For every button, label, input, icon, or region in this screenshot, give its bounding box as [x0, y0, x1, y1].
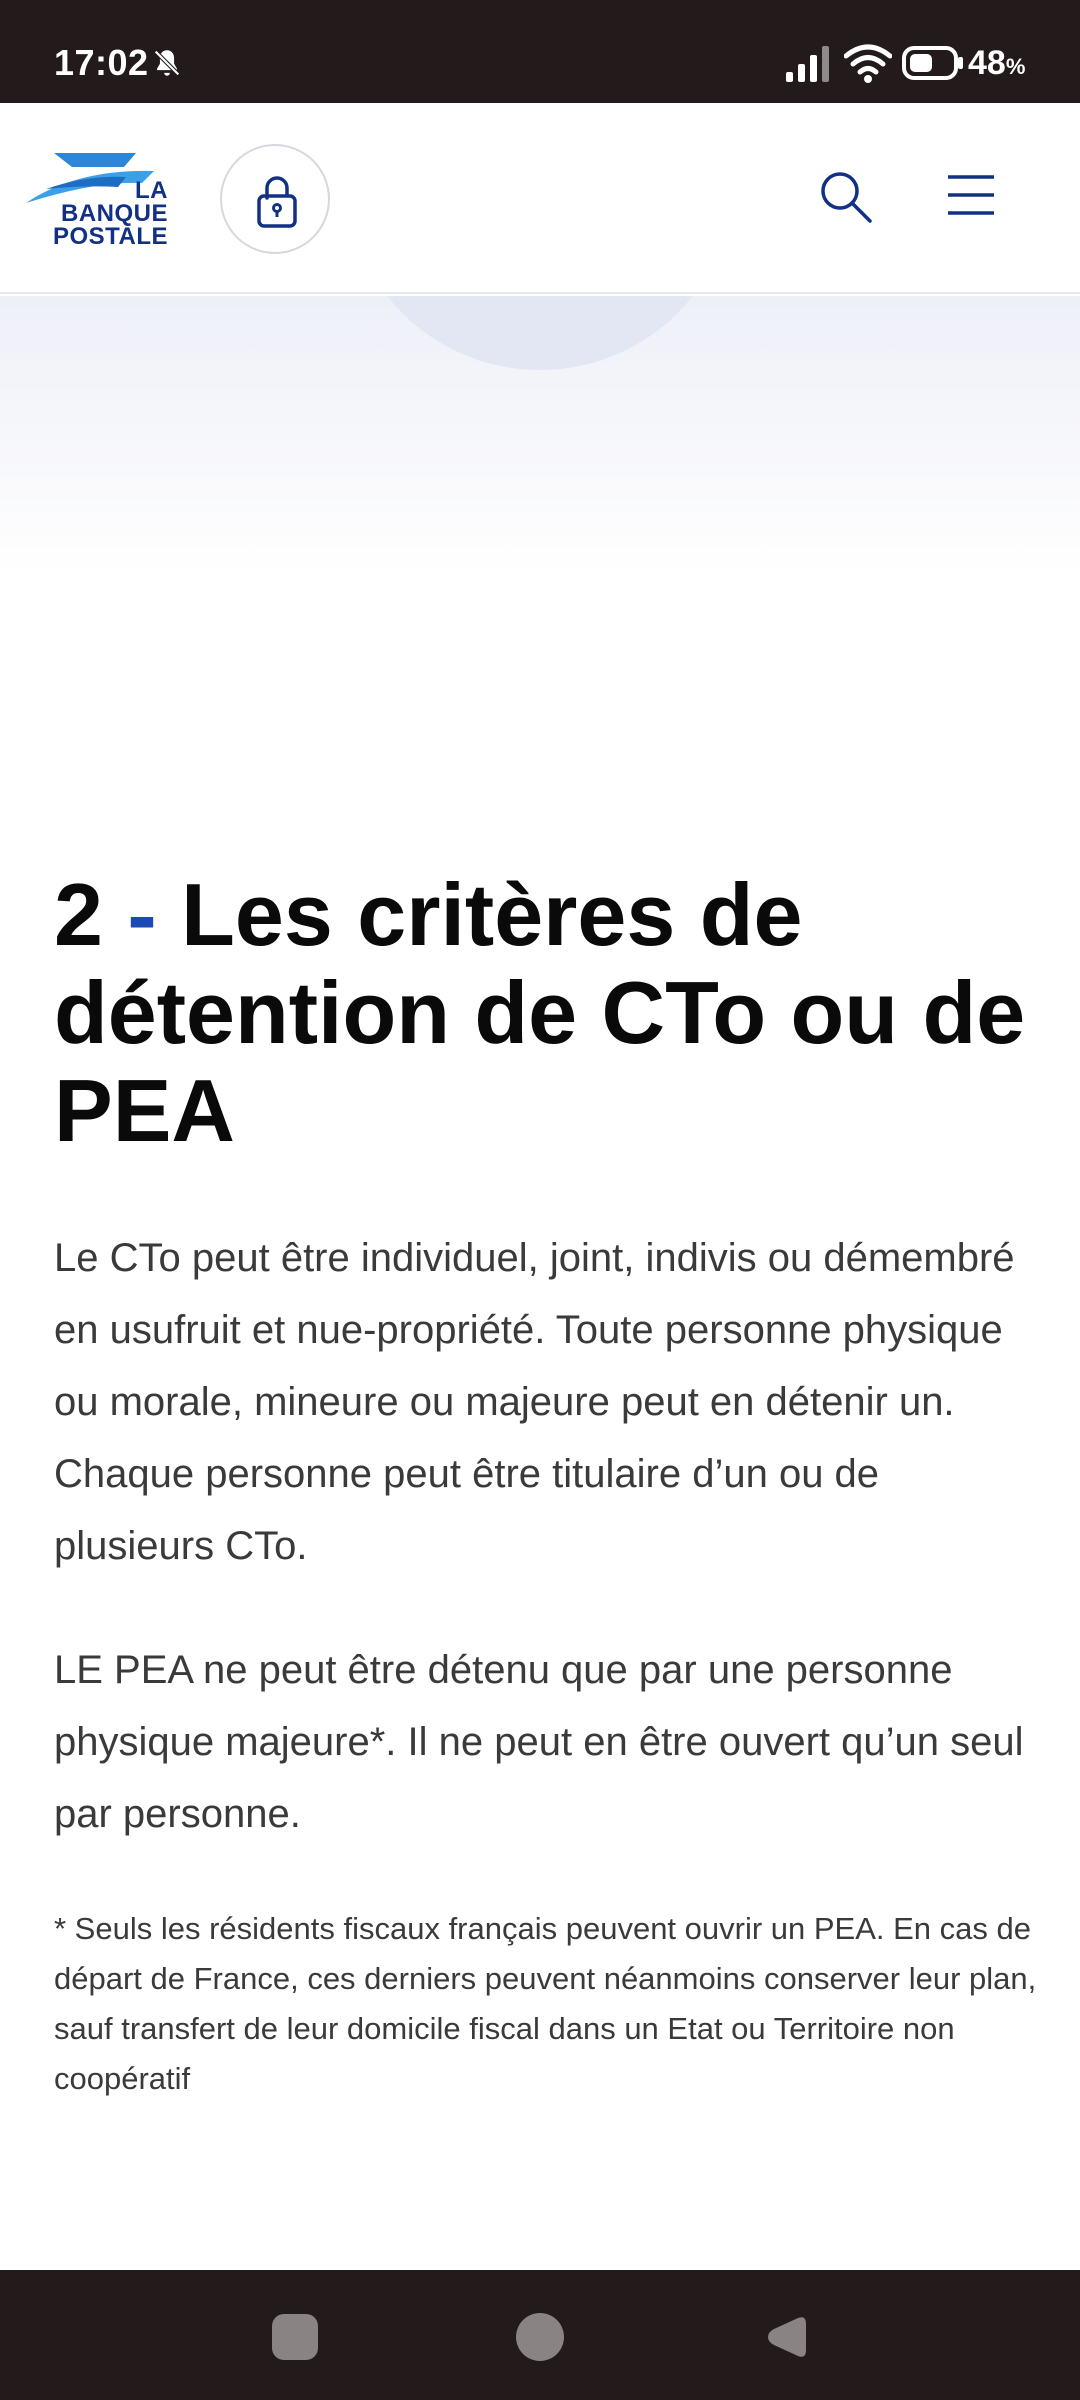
- logo-line-3: POSTALE: [52, 223, 168, 250]
- wifi-icon: [844, 44, 892, 84]
- lock-icon: [255, 174, 299, 228]
- paragraph-cto: Le CTo peut être individuel, joint, indivis ou démembré en usufruit et nue-propriété. Toute personne physique ou morale, mineure ou majeure peut en détenir un. Chaque personne peut être titulaire d’un ou de plusieurs CTo.: [54, 1236, 1015, 1568]
- system-navigation-bar: [0, 2270, 1080, 2400]
- home-icon[interactable]: [516, 2313, 564, 2361]
- battery-icon: [902, 46, 964, 80]
- title-dash: -: [127, 865, 157, 964]
- back-icon[interactable]: [760, 2312, 810, 2362]
- signal-icon: [786, 46, 832, 82]
- status-time: 17:02: [54, 42, 149, 83]
- recent-apps-icon[interactable]: [272, 2314, 318, 2360]
- bell-off-icon: [150, 46, 184, 80]
- menu-icon[interactable]: [946, 173, 996, 217]
- title-number: 2: [54, 865, 103, 964]
- battery-percent: 48%: [968, 44, 1026, 82]
- section-title: [54, 866, 1044, 1160]
- account-login-button[interactable]: [220, 144, 330, 254]
- search-icon[interactable]: [818, 169, 874, 225]
- paragraph-pea: LE PEA ne peut être détenu que par une personne physique majeure*. Il ne peut en être ouvert qu’un seul par personne.: [54, 1648, 1024, 1836]
- logo-line-2: BANQUE: [60, 200, 168, 227]
- logo-line-1: LA: [135, 177, 168, 204]
- logo-text: [26, 179, 168, 248]
- site-header: [0, 103, 1080, 294]
- title-text: Les critères de détention de CTo ou de PEA: [54, 865, 1026, 1160]
- hero-banner: [0, 296, 1080, 576]
- footnote: * Seuls les résidents fiscaux français peuvent ouvrir un PEA. En cas de départ de France, ces derniers peuvent néanmoins conserver leur plan, sauf transfert de leur domicile fiscal dans un Etat ou Territoire non coopératif: [54, 1911, 1037, 2096]
- status-bar: [0, 0, 1080, 103]
- la-banque-postale-logo[interactable]: [26, 149, 176, 253]
- hero-decorative-shape: [345, 296, 735, 370]
